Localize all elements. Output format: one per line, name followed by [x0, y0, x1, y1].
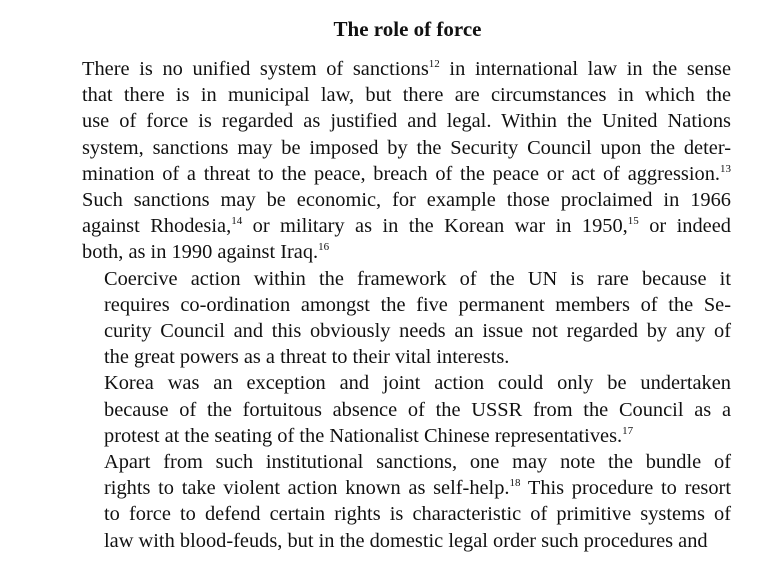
- text-run: mination of a threat to the peace, breach of the peace or act of aggression.: [82, 162, 720, 185]
- footnote-ref[interactable]: 14: [231, 215, 243, 228]
- footnote-ref[interactable]: 17: [622, 424, 634, 437]
- text-run: curity Council and this obviously needs an issue not regarded by any of: [104, 320, 731, 343]
- text-run: Such sanctions may be economic, for example those proclaimed in 1966: [82, 189, 731, 212]
- text-run: because of the fortuitous absence of the USSR from the Council as a: [104, 398, 731, 421]
- text-line: [82, 370, 731, 396]
- text-line: [82, 423, 731, 449]
- text-line: [82, 318, 731, 344]
- text-run: Coercive action within the framework of the UN is rare because it: [104, 267, 731, 290]
- text-line: [82, 108, 731, 134]
- text-line: [82, 187, 731, 213]
- text-run: against Rhodesia,: [82, 215, 232, 238]
- paragraph-4: [82, 449, 731, 554]
- footnote-ref[interactable]: 15: [627, 215, 639, 228]
- text-line: [82, 56, 731, 82]
- footnote-ref[interactable]: 12: [428, 58, 440, 70]
- footnote-ref[interactable]: 13: [720, 162, 731, 175]
- text-run: rights to take violent action known as self-help.: [104, 477, 510, 500]
- text-run: Apart from such institutional sanctions, one may note the bundle of: [104, 451, 731, 474]
- text-line: [82, 135, 731, 161]
- text-run: to force to defend certain rights is characteristic of primitive systems of: [104, 503, 731, 526]
- footnote-ref[interactable]: 18: [509, 477, 521, 490]
- footnote-ref[interactable]: 16: [318, 241, 330, 254]
- section-heading: The role of force: [333, 17, 482, 41]
- text-line: [82, 501, 731, 527]
- document-page: [82, 14, 731, 554]
- text-run: Korea was an exception and joint action could only be undertaken: [104, 372, 731, 395]
- paragraph-3: [82, 370, 731, 449]
- text-line: [82, 161, 731, 187]
- text-run: system, sanctions may be imposed by the Security Council upon the deter-: [82, 136, 731, 159]
- text-run: the great powers as a threat to their vital interests.: [104, 346, 510, 369]
- body-text: [82, 56, 731, 554]
- paragraph-1: [82, 56, 731, 266]
- text-run: or indeed: [638, 215, 731, 238]
- text-run: law with blood-feuds, but in the domestic legal order such procedures and: [104, 529, 708, 552]
- text-run: This procedure to resort: [520, 477, 731, 500]
- text-run: requires co-ordination amongst the five permanent members of the Se-: [104, 293, 731, 316]
- text-line: [82, 213, 731, 239]
- text-line: [82, 266, 731, 292]
- text-line: [82, 449, 731, 475]
- text-run: use of force is regarded as justified and legal. Within the United Nations: [82, 110, 731, 133]
- text-line: [82, 528, 731, 554]
- text-run: There is no unified system of sanctions: [82, 58, 429, 80]
- text-line: [82, 292, 731, 318]
- text-line: [82, 397, 731, 423]
- text-line: [82, 344, 731, 370]
- text-run: both, as in 1990 against Iraq.: [82, 241, 319, 264]
- text-run: in international law in the sense: [439, 58, 732, 80]
- paragraph-2: [82, 266, 731, 371]
- text-line: [82, 475, 731, 501]
- text-line: [82, 82, 731, 108]
- text-run: protest at the seating of the Nationalist Chinese representatives.: [104, 424, 623, 447]
- text-line: [82, 239, 731, 265]
- text-run: or military as in the Korean war in 1950,: [242, 215, 628, 238]
- text-run: that there is in municipal law, but there are circumstances in which the: [82, 84, 731, 107]
